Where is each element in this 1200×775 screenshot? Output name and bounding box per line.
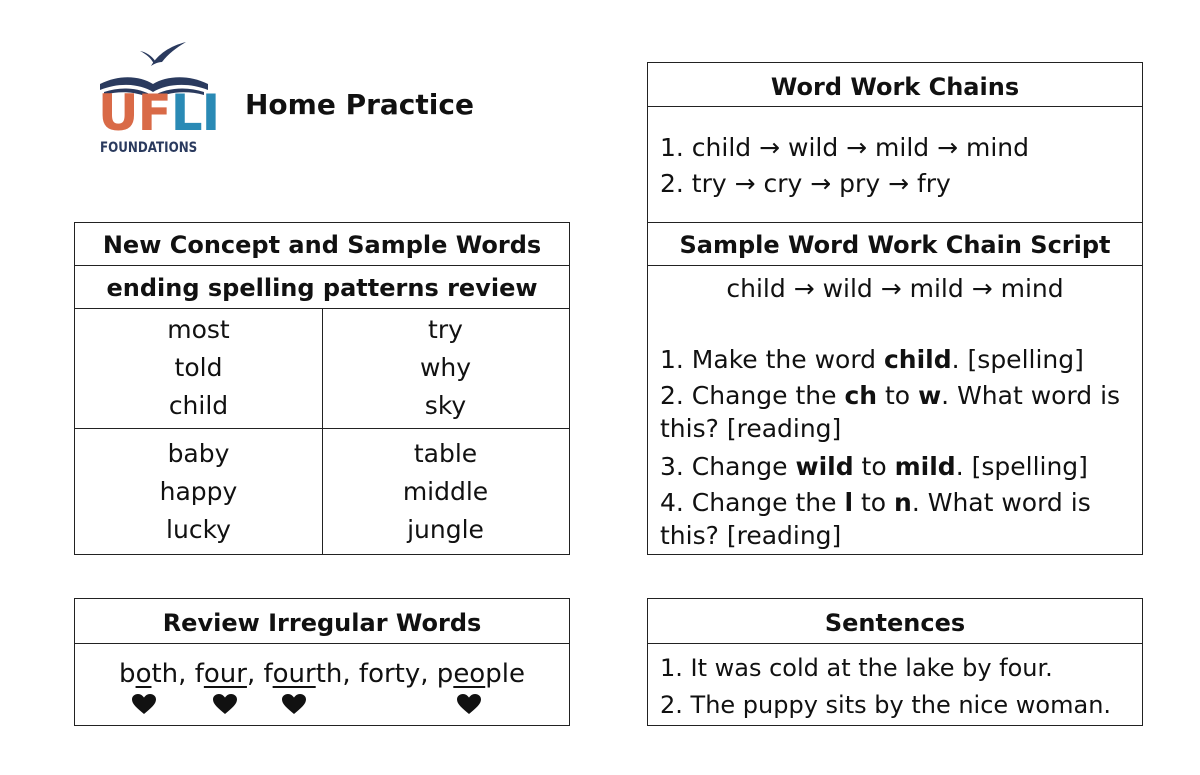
chain-item: 1. child → wild → mild → mind (660, 133, 1030, 162)
word: child (168, 391, 229, 420)
script-step (660, 490, 1091, 515)
word: told (174, 353, 223, 382)
word: middle (402, 477, 489, 506)
new-concept-header: New Concept and Sample Words (102, 231, 542, 259)
irregular-word-list: both, four, fourth, forty, people (75, 661, 569, 687)
script-step-text: 2. Change the (660, 381, 845, 410)
heart-icon (456, 693, 482, 715)
ufli-logo (96, 40, 220, 160)
chain-item: 2. try → cry → pry → fry (660, 169, 951, 198)
heart-icon (212, 693, 238, 715)
irregular-part: our (272, 659, 316, 689)
irregular-words-box (74, 598, 570, 726)
chain-script-chain: child → wild → mild → mind (726, 274, 1064, 303)
script-step-bold: w (918, 381, 942, 410)
word: lucky (166, 515, 231, 544)
word-chains-box (647, 62, 1143, 223)
script-step-text: . What word is (911, 488, 1091, 517)
word: why (419, 353, 472, 382)
irregular-word: people (436, 659, 525, 689)
chain-script-box (647, 222, 1143, 555)
logo-wordmark (98, 84, 220, 142)
script-step-text: 1. Make the word (660, 345, 884, 374)
script-step-text: . [spelling] (955, 452, 1088, 481)
irregular-part: o (135, 659, 152, 689)
script-step-bold: child (883, 345, 952, 374)
logo-wordmark-part: LI (170, 84, 220, 142)
script-step-text: . What word is (941, 381, 1121, 410)
irregular-word: fourth (263, 659, 343, 689)
script-step-bold: l (844, 488, 854, 517)
irregular-word: four (194, 659, 247, 689)
page-title: Home Practice (245, 88, 474, 121)
word: sky (424, 391, 467, 420)
new-concept-box (74, 222, 570, 555)
sentences-header: Sentences (824, 609, 966, 637)
word: try (428, 315, 463, 344)
logo-wordmark-part: UF (98, 84, 171, 142)
irregular-part: eo (453, 659, 486, 689)
script-step (660, 523, 841, 548)
word-chains-header: Word Work Chains (770, 73, 1020, 101)
script-step (660, 454, 1088, 479)
word-list (75, 435, 322, 549)
word-list (75, 311, 322, 425)
script-step-text: 4. Change the (660, 488, 845, 517)
word: table (413, 439, 478, 468)
script-step-text: this? [reading] (660, 521, 842, 550)
script-step (660, 347, 1084, 372)
sentence: 1. It was cold at the lake by four. (660, 654, 1053, 682)
script-step-bold: n (894, 488, 912, 517)
script-step-bold: wild (795, 452, 854, 481)
sentence: 2. The puppy sits by the nice woman. (660, 691, 1112, 719)
script-step-text: to (877, 381, 919, 410)
word: jungle (407, 515, 484, 544)
word-list (322, 311, 569, 425)
irregular-word: forty (358, 659, 421, 689)
irregular-part: our (203, 659, 247, 689)
heart-icon (281, 693, 307, 715)
logo-subtitle: FOUNDATIONS (100, 140, 198, 156)
script-step-bold: ch (844, 381, 878, 410)
word: most (167, 315, 230, 344)
script-step-text: . [spelling] (951, 345, 1084, 374)
sentences-box (647, 598, 1143, 726)
script-step (660, 383, 1120, 408)
script-step-text: 3. Change (660, 452, 796, 481)
word: happy (159, 477, 238, 506)
script-step (660, 416, 841, 441)
word-list (322, 435, 569, 549)
script-step-bold: mild (894, 452, 956, 481)
irregular-word: both (119, 659, 179, 689)
word: baby (167, 439, 230, 468)
new-concept-subheader: ending spelling patterns review (106, 274, 538, 302)
chain-script-header: Sample Word Work Chain Script (679, 231, 1111, 259)
script-step-text: to (853, 488, 895, 517)
irregular-words-header: Review Irregular Words (162, 609, 482, 637)
heart-icon (131, 693, 157, 715)
script-step-text: to (853, 452, 895, 481)
script-step-text: this? [reading] (660, 414, 842, 443)
